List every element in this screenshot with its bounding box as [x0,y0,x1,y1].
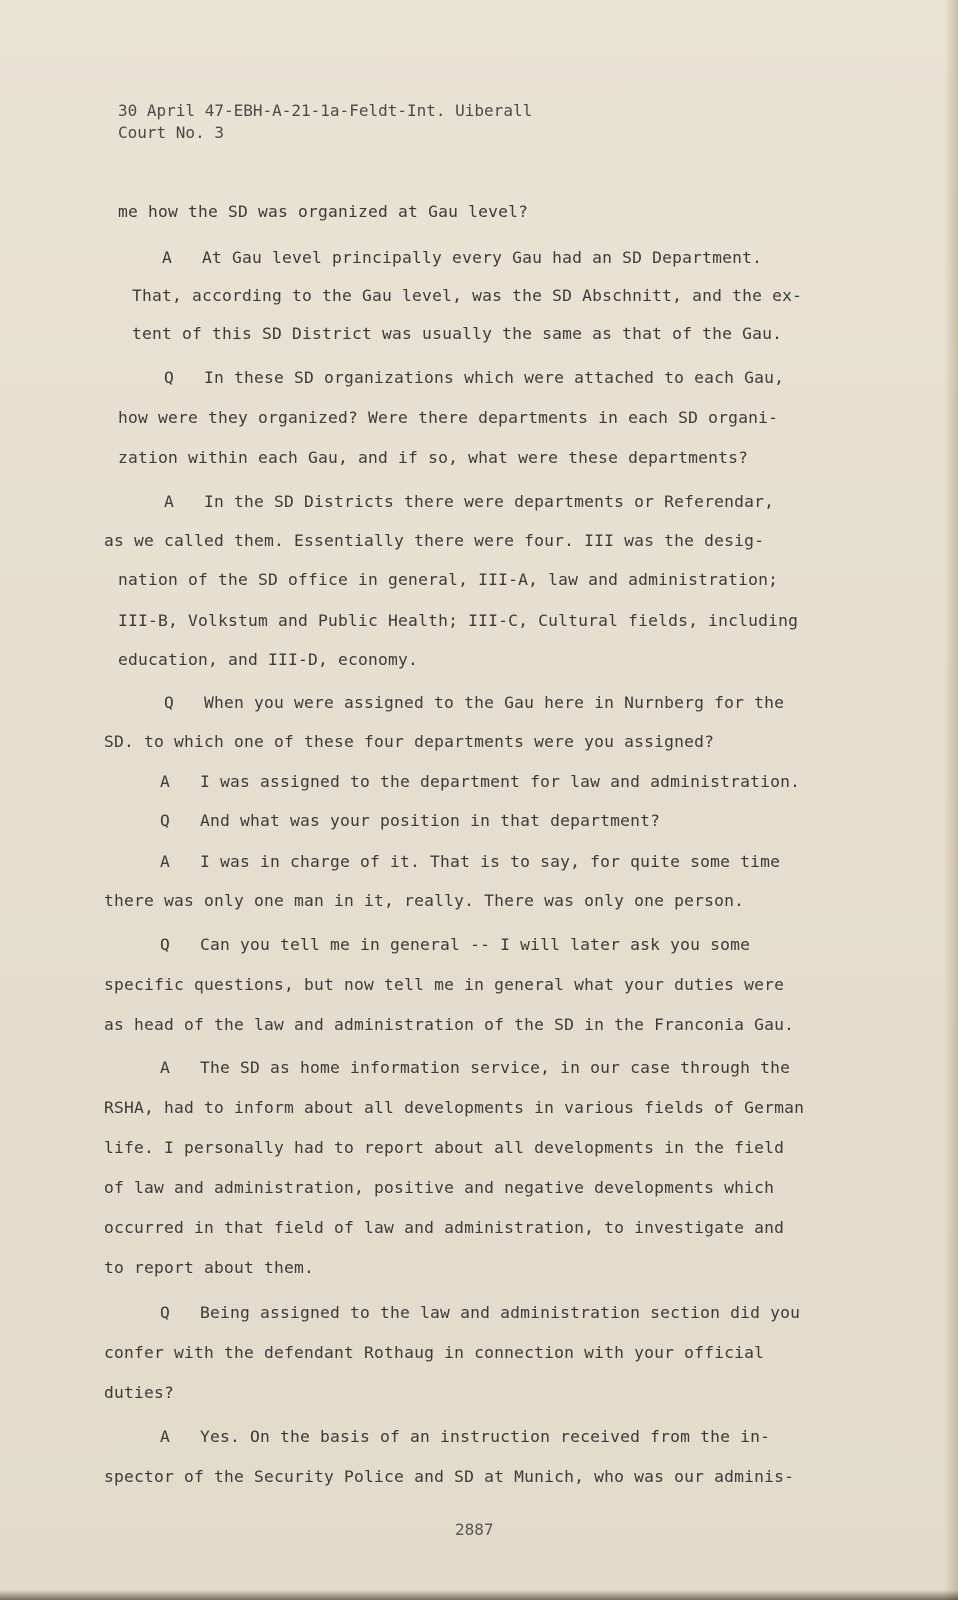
body-line: as we called them. Essentially there were four. III was the desig- [104,531,765,550]
body-line: to report about them. [104,1258,315,1277]
body-line: how were they organized? Were there departments in each SD organi- [118,408,779,427]
body-line: III-B, Volkstum and Public Health; III-C, Cultural fields, including [118,611,799,630]
body-line: nation of the SD office in general, III-A, law and administration; [118,570,779,589]
body-line: life. I personally had to report about all developments in the field [104,1138,785,1157]
body-line: there was only one man in it, really. There was only one person. [104,891,745,910]
page-number: 2887 [455,1520,494,1539]
body-line: A I was assigned to the department for law and administration. [160,772,801,791]
body-line: zation within each Gau, and if so, what were these departments? [118,448,749,467]
page-edge-shadow [944,0,958,1600]
body-line: occurred in that field of law and administration, to investigate and [104,1218,785,1237]
body-line: duties? [104,1383,175,1402]
body-line: tent of this SD District was usually the same as that of the Gau. [132,324,783,343]
body-line: of law and administration, positive and negative developments which [104,1178,775,1197]
body-line: A I was in charge of it. That is to say, for quite some time [160,852,781,871]
body-line: A Yes. On the basis of an instruction received from the in- [160,1427,771,1446]
body-line: confer with the defendant Rothaug in connection with your official [104,1343,765,1362]
page-bottom-edge [0,1590,958,1600]
header-line-date-code: 30 April 47-EBH-A-21-1a-Feldt-Int. Uiberall [118,101,533,120]
body-line: A The SD as home information service, in our case through the [160,1058,791,1077]
body-line: Q When you were assigned to the Gau here in Nurnberg for the [164,693,785,712]
body-line: education, and III-D, economy. [118,650,419,669]
header-line-court: Court No. 3 [118,123,224,142]
body-line: RSHA, had to inform about all developments in various fields of German [104,1098,805,1117]
body-line: Q Can you tell me in general -- I will later ask you some [160,935,751,954]
body-line: A At Gau level principally every Gau had an SD Department. [162,248,763,267]
body-line: as head of the law and administration of the SD in the Franconia Gau. [104,1015,795,1034]
body-line: A In the SD Districts there were departments or Referendar, [164,492,775,511]
body-line: SD. to which one of these four departments were you assigned? [104,732,715,751]
body-line: spector of the Security Police and SD at Munich, who was our adminis- [104,1467,795,1486]
body-line: specific questions, but now tell me in general what your duties were [104,975,785,994]
body-line: Q And what was your position in that department? [160,811,661,830]
document-header [118,100,532,144]
body-line: Q In these SD organizations which were attached to each Gau, [164,368,785,387]
body-line: Q Being assigned to the law and administration section did you [160,1303,801,1322]
body-line: me how the SD was organized at Gau level? [118,202,529,221]
body-line: That, according to the Gau level, was the SD Abschnitt, and the ex- [132,286,803,305]
